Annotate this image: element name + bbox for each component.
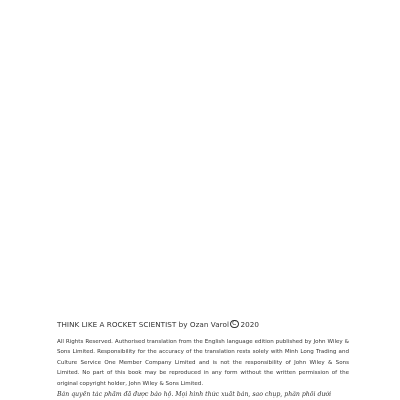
copyright-year: 2020	[240, 319, 259, 329]
title-line	[57, 318, 349, 330]
copyright-block	[57, 318, 349, 389]
copyright-symbol-icon: C	[230, 320, 239, 329]
vietnamese-copyright-notice: Bản quyền tác phẩm đã được bảo hộ. Mọi hình thức xuất bản, sao chụp, phân phối dưới	[57, 391, 332, 398]
rights-paragraph: All Rights Reserved. Authorised translation from the English language edition published by John Wiley & Sons Limited. Responsibility for the accuracy of the translation rests solely with Minh Long Trading and Culture Service One Member Company Limited and is not the responsibility of John Wiley & Sons Limited. No part of this book may be reproduced in any form without the written permission of the original copyright holder, John Wiley & Sons Limited.	[57, 339, 349, 387]
book-title-author: THINK LIKE A ROCKET SCIENTIST by Ozan Varol	[57, 319, 229, 329]
